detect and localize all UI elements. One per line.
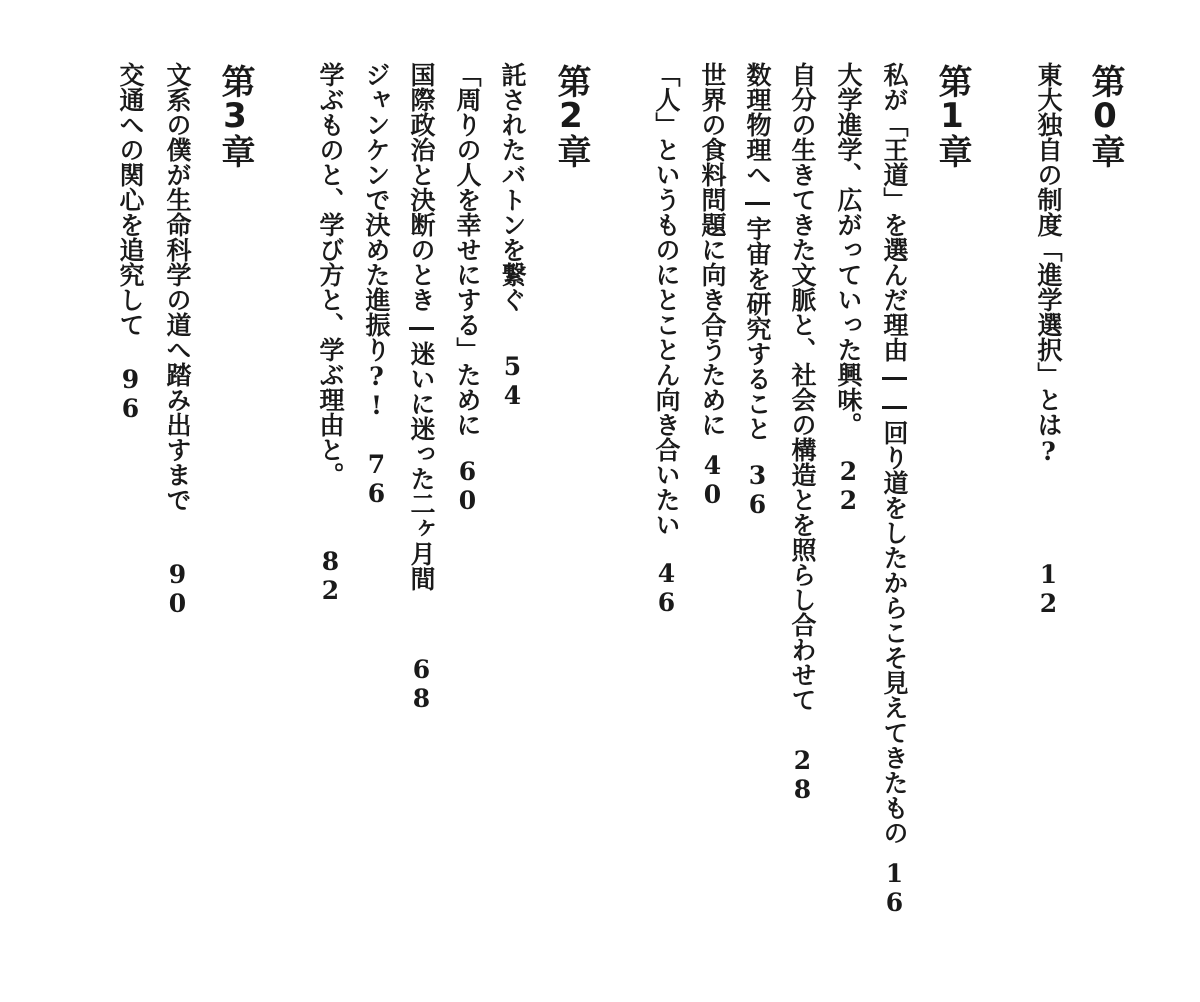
toc-entry-page: 40 — [698, 451, 727, 509]
toc-entry — [318, 62, 343, 605]
toc-entry-page: 46 — [652, 559, 681, 617]
toc-entry-page: 68 — [407, 655, 436, 713]
toc-entry-title: 「人」というものにとことん向き合いたい — [652, 62, 681, 537]
toc-entry-page: 82 — [316, 547, 345, 605]
chapter-3-heading: 第3章 — [215, 64, 255, 166]
toc-entry-title: 国際政治と決断のとき―迷いに迷った二ヶ月間 — [407, 62, 436, 591]
toc-entry — [654, 62, 679, 617]
toc-entry-title: 学ぶものと、学び方と、学ぶ理由と。 — [316, 62, 345, 487]
toc-entry-title: ジャンケンで決めた進振り?! — [362, 62, 391, 420]
toc-entry — [118, 62, 143, 423]
toc-entry-page: 28 — [788, 746, 817, 804]
toc-entry-title: 文系の僕が生命科学の道へ踏み出すまで — [163, 62, 192, 512]
toc-entry — [165, 62, 190, 618]
toc-entry-title: 「周りの人を幸せにする」ために — [453, 62, 482, 437]
toc-entry — [364, 62, 389, 508]
toc-entry — [500, 62, 525, 410]
toc-entry-title: 自分の生きてきた文脈と、社会の構造とを照らし合わせて — [788, 62, 817, 712]
toc-entry-page: 36 — [743, 461, 772, 519]
toc-entry-title: 交通への関心を追究して — [116, 62, 145, 337]
toc-entry-title: 大学進学、広がっていった興味。 — [834, 62, 863, 437]
toc-entry-page: 54 — [498, 352, 527, 410]
toc-entry-page: 22 — [834, 457, 863, 515]
toc-entry — [882, 62, 907, 917]
toc-entry — [455, 62, 480, 515]
toc-entry-title: 世界の食料問題に向き合うために — [698, 62, 727, 437]
toc-entry — [745, 62, 770, 519]
toc-entry-title: 託されたバトンを繋ぐ — [498, 62, 527, 312]
toc-entry-page: 16 — [880, 859, 909, 917]
chapter-0-heading: 第0章 — [1085, 64, 1125, 166]
toc-entry-title: 数理物理へ―宇宙を研究すること — [743, 62, 772, 441]
toc-entry-page: 12 — [1034, 560, 1063, 618]
toc-entry — [1036, 62, 1061, 618]
toc-entry — [790, 62, 815, 804]
chapter-2-heading: 第2章 — [551, 64, 591, 166]
toc-entry-page: 76 — [362, 450, 391, 508]
toc-entry-title: 私が「王道」を選んだ理由――回り道をしたからこそ見えてきたもの — [880, 62, 909, 845]
toc-entry-page: 60 — [453, 457, 482, 515]
toc-entry — [409, 62, 434, 713]
toc-entry — [700, 62, 725, 509]
toc-entry — [836, 62, 861, 515]
chapter-1-heading: 第1章 — [932, 64, 972, 166]
toc-entry-title: 東大独自の制度「進学選択」とは? — [1034, 62, 1063, 466]
toc-entry-page: 96 — [116, 365, 145, 423]
toc-entry-page: 90 — [163, 560, 192, 618]
